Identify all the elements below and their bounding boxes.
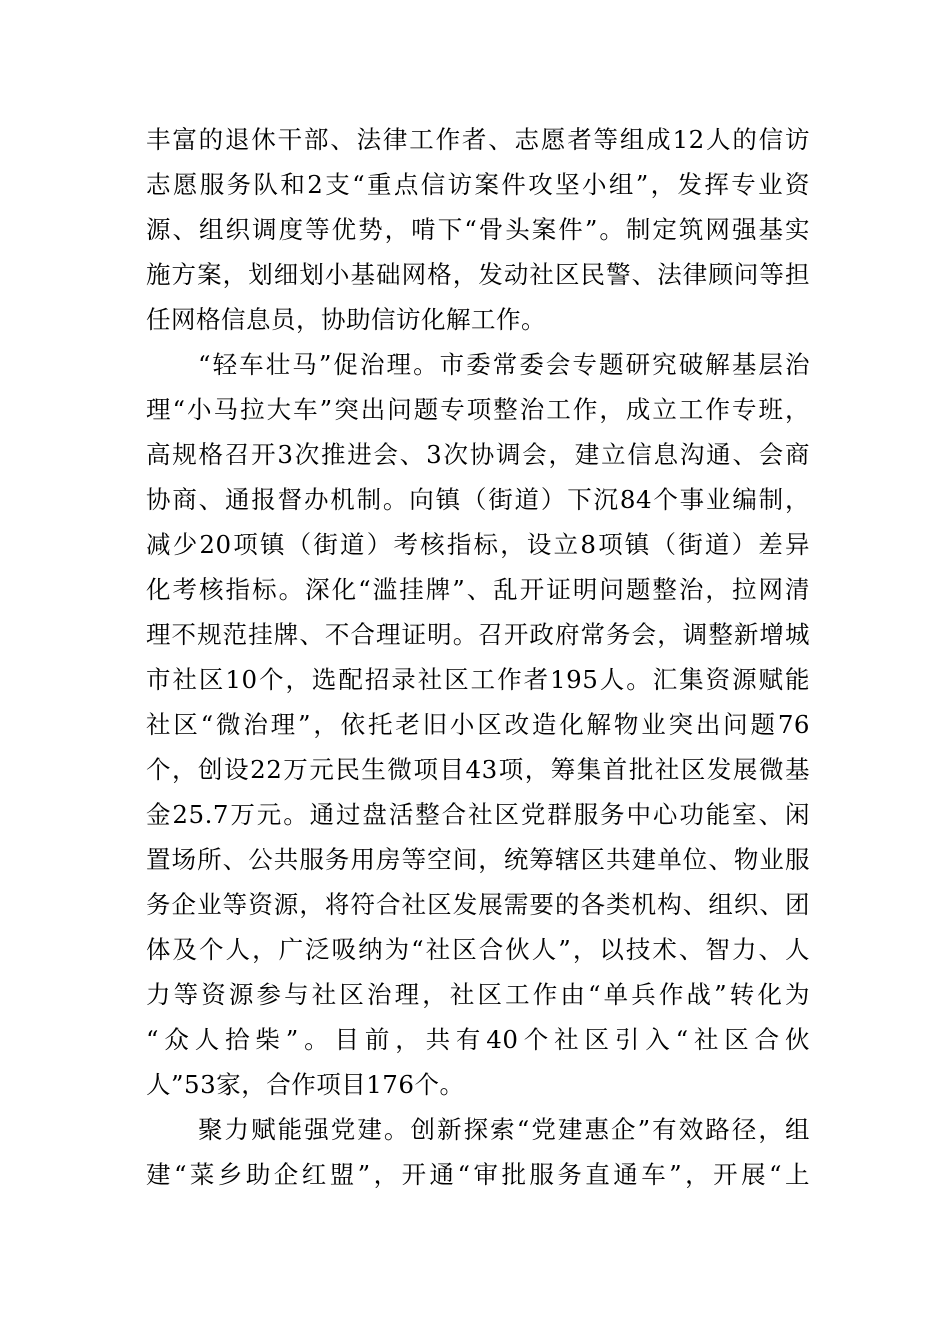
text-line: 高规格召开3次推进会、3次协调会，建立信息沟通、会商 [146,440,810,469]
text-line: 务企业等资源，将符合社区发展需要的各类机构、组织、团 [146,890,810,919]
text-line: 志愿服务队和2支“重点信访案件攻坚小组”，发挥专业资 [146,170,810,199]
text-line: 聚力赋能强党建。创新探索“党建惠企”有效路径，组 [198,1115,810,1144]
text-line: 市社区10个，选配招录社区工作者195人。汇集资源赋能 [146,665,810,694]
text-line: 建“菜乡助企红盟”，开通“审批服务直通车”，开展“上 [146,1160,810,1189]
text-line: 力等资源参与社区治理，社区工作由“单兵作战”转化为 [146,980,810,1009]
text-line: 源、组织调度等优势，啃下“骨头案件”。制定筑网强基实 [146,215,810,244]
text-line: “众人拾柴”。目前，共有40个社区引入“社区合伙 [146,1025,810,1054]
text-line: 金25.7万元。通过盘活整合社区党群服务中心功能室、闲 [146,800,810,829]
text-line: 人”53家，合作项目176个。 [146,1070,465,1099]
paragraph-party-building [146,1107,810,1197]
text-line: 社区“微治理”，依托老旧小区改造化解物业突出问题76 [146,710,810,739]
text-line: 理“小马拉大车”突出问题专项整治工作，成立工作专班， [146,395,810,424]
text-line: 减少20项镇（街道）考核指标，设立8项镇（街道）差异 [146,530,810,559]
paragraph-petition-volunteers [146,117,810,342]
paragraph-governance [146,342,810,1107]
text-line: 化考核指标。深化“滥挂牌”、乱开证明问题整治，拉网清 [146,575,810,604]
text-line: 理不规范挂牌、不合理证明。召开政府常务会，调整新增城 [146,620,810,649]
text-line: 体及个人，广泛吸纳为“社区合伙人”，以技术、智力、人 [146,935,810,964]
text-line: 任网格信息员，协助信访化解工作。 [146,305,546,334]
text-line: 协商、通报督办机制。向镇（街道）下沉84个事业编制， [146,485,810,514]
text-line: 施方案，划细划小基础网格，发动社区民警、法律顾问等担 [146,260,810,289]
text-line: “轻车壮马”促治理。市委常委会专题研究破解基层治 [198,350,810,379]
text-line: 置场所、公共服务用房等空间，统筹辖区共建单位、物业服 [146,845,810,874]
document-body [146,117,810,1197]
text-line: 个，创设22万元民生微项目43项，筹集首批社区发展微基 [146,755,810,784]
text-line: 丰富的退休干部、法律工作者、志愿者等组成12人的信访 [146,125,810,154]
